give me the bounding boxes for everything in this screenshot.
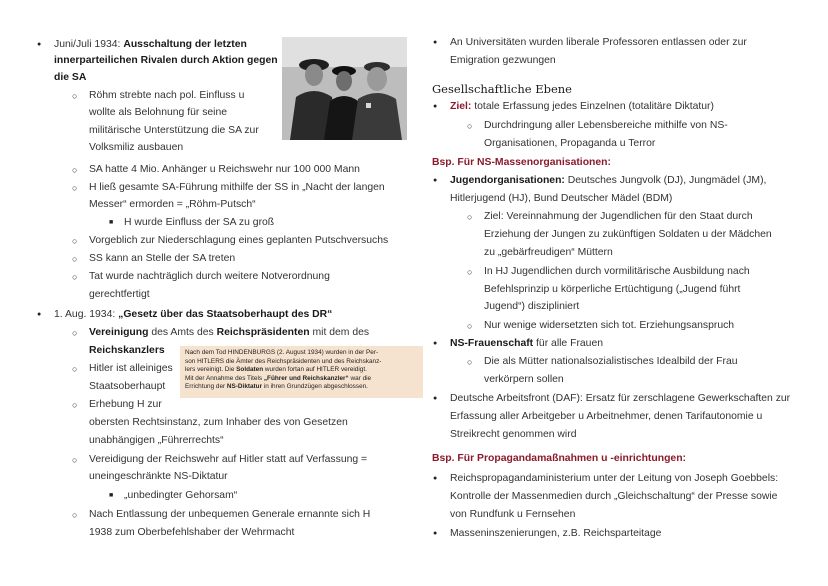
bullet-item: ○ SS kann an Stelle der SA treten xyxy=(89,252,235,266)
subheading: Bsp. Für NS-Massenorganisationen: xyxy=(432,157,611,168)
bullet-item: ○ Röhm strebte nach pol. Einfluss u xyxy=(89,89,244,103)
text-line: von Rundfunk u Fernsehen xyxy=(450,509,576,520)
text: wurden fortan auf HITLER vereidigt. xyxy=(263,366,367,373)
bullet-item: ○ Durchdringung aller Lebensbereiche mithilfe von NS- xyxy=(484,119,728,133)
bold-text: Ausschaltung der letzten xyxy=(123,39,247,50)
bullet-item: ○ In HJ Jugendlichen durch vormilitärische Ausbildung nach xyxy=(484,265,750,279)
text-line: wollte als Belohnung für seine xyxy=(89,107,228,118)
text-line: gerechtfertigt xyxy=(89,289,150,300)
bullet-item: ● An Universitäten wurden liberale Professoren entlassen oder zur xyxy=(450,36,747,50)
text: Mit der Annahme des Titels xyxy=(185,374,264,382)
date-text: 1. Aug. 1934: xyxy=(54,309,119,320)
bullet-item: ■ H wurde Einfluss der SA zu groß xyxy=(124,216,274,230)
text: war die xyxy=(348,374,372,382)
bullet-item xyxy=(54,38,247,52)
bullet-item: ○ Tat wurde nachträglich durch weitere Notverordnung xyxy=(89,270,330,284)
text-line: militärische Unterstützung die SA zur xyxy=(89,125,259,136)
bullet-item xyxy=(89,326,369,340)
bold-text: NS-Frauenschaft xyxy=(450,338,534,349)
info-line xyxy=(185,366,418,375)
bullet-item: ● Deutsche Arbeitsfront (DAF): Ersatz für zerschlagene Gewerkschaften zur xyxy=(450,392,790,406)
bullet-item: ○ H ließ gesamte SA-Führung mithilfe der SS in „Nacht der langen xyxy=(89,181,385,195)
bullet-item: ● Masseninszenierungen, z.B. Reichsparteitage xyxy=(450,527,661,541)
text-line: Kontrolle der Massenmedien durch „Gleichschaltung“ der Presse sowie xyxy=(450,491,778,502)
bold-text: Jugendorganisationen: xyxy=(450,175,565,186)
info-line xyxy=(185,375,418,384)
bullet-item xyxy=(450,337,603,351)
info-line: Nach dem Tod HINDENBURGS (2. August 1934) wurden in der Per- xyxy=(185,349,379,356)
text-line: Erziehung der Jungen zu zukünftigen Soldaten u der Mädchen xyxy=(484,229,772,240)
bullet-item xyxy=(450,174,766,188)
text: Errichtung der xyxy=(185,383,227,390)
date-text: Juni/Juli 1934: xyxy=(54,39,124,50)
bullet-item xyxy=(54,308,332,322)
bullet-item: ○ Hitler ist alleiniges xyxy=(89,362,173,376)
bold-text: „Gesetz über das Staatsoberhaupt des DR“ xyxy=(118,309,333,320)
text-line: uneingeschränkte NS-Diktatur xyxy=(89,471,228,482)
bullet-item: ○ SA hatte 4 Mio. Anhänger u Reichswehr nur 100 000 Mann xyxy=(89,163,360,177)
bullet-item: ○ Vorgeblich zur Niederschlagung eines geplanten Putschversuchs xyxy=(89,234,388,248)
bullet-item: ● Reichspropagandaministerium unter der Leitung von Joseph Goebbels: xyxy=(450,472,778,486)
text-line: Hitlerjugend (HJ), Bund Deutscher Mädel (BDM) xyxy=(450,193,673,204)
text: totale Erfassung jedes Einzelnen (totalitäre Diktatur) xyxy=(471,101,714,112)
bullet-item: ○ Nach Entlassung der unbequemen Generale ernannte sich H xyxy=(89,508,370,522)
text-line: Streikrecht genommen wird xyxy=(450,429,577,440)
historical-photo xyxy=(282,37,407,140)
text-line: zu „gebärfreudigen“ Müttern xyxy=(484,247,613,258)
text-line: Volksmiliz ausbauen xyxy=(89,142,184,153)
text-line: obersten Rechtsinstanz, zum Inhaber des von Gesetzen xyxy=(89,417,348,428)
text-line: Reichskanzlers xyxy=(89,345,165,356)
text-line: innerparteilichen Rivalen durch Aktion gegen xyxy=(54,55,278,66)
text-line: Erfassung aller Arbeitgeber u Arbeitnehmer, denen Tarifautonomie u xyxy=(450,411,763,422)
photo-illustration xyxy=(282,37,407,140)
bold-text: NS-Diktatur xyxy=(226,383,263,390)
info-box xyxy=(180,346,423,398)
text: lers vereinigt. Die xyxy=(185,366,237,373)
text: in ihren Grundzügen abgeschlossen. xyxy=(262,383,368,390)
bullet-item: ○ Die als Mütter nationalsozialistisches Idealbild der Frau xyxy=(484,355,738,369)
text: Deutsches Jungvolk (DJ), Jungmädel (JM), xyxy=(564,175,767,186)
bold-text: Soldaten xyxy=(236,366,264,373)
text: für alle Frauen xyxy=(533,338,604,349)
bold-text: Reichspräsidenten xyxy=(216,327,310,338)
text: des Amts des xyxy=(148,327,217,338)
text-line: die SA xyxy=(54,72,87,83)
text-line: Jugend“) diszipliniert xyxy=(484,301,580,312)
bullet-item: ○ Nur wenige widersetzten sich tot. Erziehungsanspruch xyxy=(484,319,734,333)
text-line: Messer“ ermorden = „Röhm-Putsch“ xyxy=(89,199,256,210)
text: mit dem des xyxy=(309,327,370,338)
text-line: Staatsoberhaupt xyxy=(89,381,166,392)
text-line: Organisationen, Propaganda u Terror xyxy=(484,138,656,149)
text-line: Emigration gezwungen xyxy=(450,55,556,66)
bold-text: Vereinigung xyxy=(89,327,149,338)
goal-label: Ziel: xyxy=(450,101,472,112)
info-line: son HITLERS die Ämter des Reichspräsidenten und des Reichskanz- xyxy=(185,357,382,365)
bullet-item: ○ Erhebung H zur xyxy=(89,398,162,412)
text-line: 1938 zum Oberbefehlshaber der Wehrmacht xyxy=(89,527,295,538)
text-line: Befehlsprinzip u körperliche Ertüchtigung („Jugend führt xyxy=(484,284,741,295)
bullet-item xyxy=(450,100,714,114)
text-line: unabhängigen „Führerrechts“ xyxy=(89,435,224,446)
section-heading: Gesellschaftliche Ebene xyxy=(432,82,572,96)
bullet-item: ○ Ziel: Vereinnahmung der Jugendlichen für den Staat durch xyxy=(484,210,753,224)
subheading: Bsp. Für Propagandamaßnahmen u -einrichtungen: xyxy=(432,453,687,464)
text-line: verkörpern sollen xyxy=(484,374,564,385)
info-line xyxy=(185,383,418,392)
bullet-item: ■ „unbedingter Gehorsam“ xyxy=(124,489,237,503)
bullet-item: ○ Vereidigung der Reichswehr auf Hitler statt auf Verfassung = xyxy=(89,453,367,467)
bold-text: „Führer und Reichskanzler“ xyxy=(263,374,349,382)
